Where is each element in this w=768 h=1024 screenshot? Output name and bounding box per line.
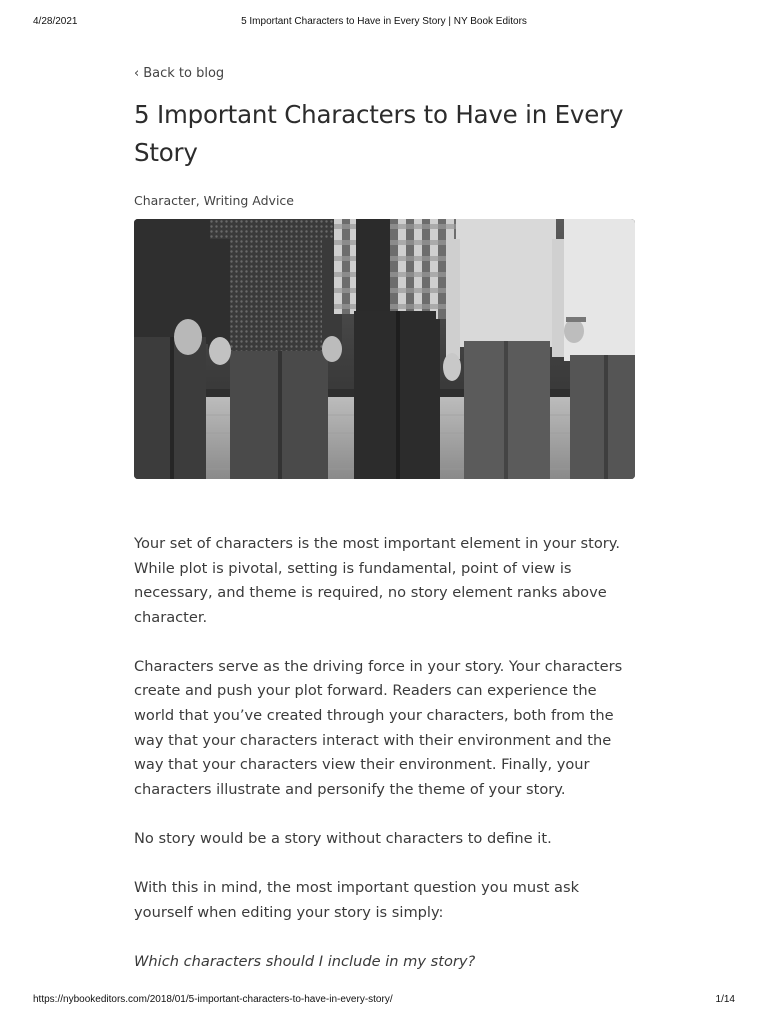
category-link[interactable]: Writing Advice: [203, 193, 294, 208]
paragraph: Your set of characters is the most important element in your story. While plot is pivotal, setting is fundamental, point of view is necessary, and theme is required, no story element ranks above character.: [134, 535, 620, 626]
back-link-label: Back to blog: [143, 66, 225, 81]
post-categories: Character, Writing Advice: [134, 193, 294, 208]
hero-image: [134, 219, 635, 479]
page-number: 1/14: [715, 994, 735, 1005]
paragraph: No story would be a story without characters to define it.: [134, 829, 552, 847]
article-body: [134, 532, 639, 999]
key-question: Which characters should I include in my story?: [134, 952, 476, 970]
print-url: https://nybookeditors.com/2018/01/5-important-characters-to-have-in-every-story/: [33, 994, 393, 1005]
chevron-left-icon: ‹: [134, 66, 140, 81]
print-page-title: 5 Important Characters to Have in Every Story | NY Book Editors: [241, 16, 527, 27]
paragraph: With this in mind, the most important question you must ask yourself when editing your story is simply:: [134, 879, 580, 921]
category-link[interactable]: Character: [134, 193, 196, 208]
print-date: 4/28/2021: [33, 16, 78, 27]
back-to-blog-link[interactable]: [134, 64, 224, 84]
paragraph: Characters serve as the driving force in your story. Your characters create and push your plot forward. Readers can experience the world that you’ve created through your characters, both from the way that your characters interact with their environment and the way that your characters view their environment. Finally, your characters illustrate and personify the theme of your story.: [134, 657, 623, 798]
article: [134, 62, 639, 970]
page-title: 5 Important Characters to Have in Every Story: [134, 100, 624, 167]
